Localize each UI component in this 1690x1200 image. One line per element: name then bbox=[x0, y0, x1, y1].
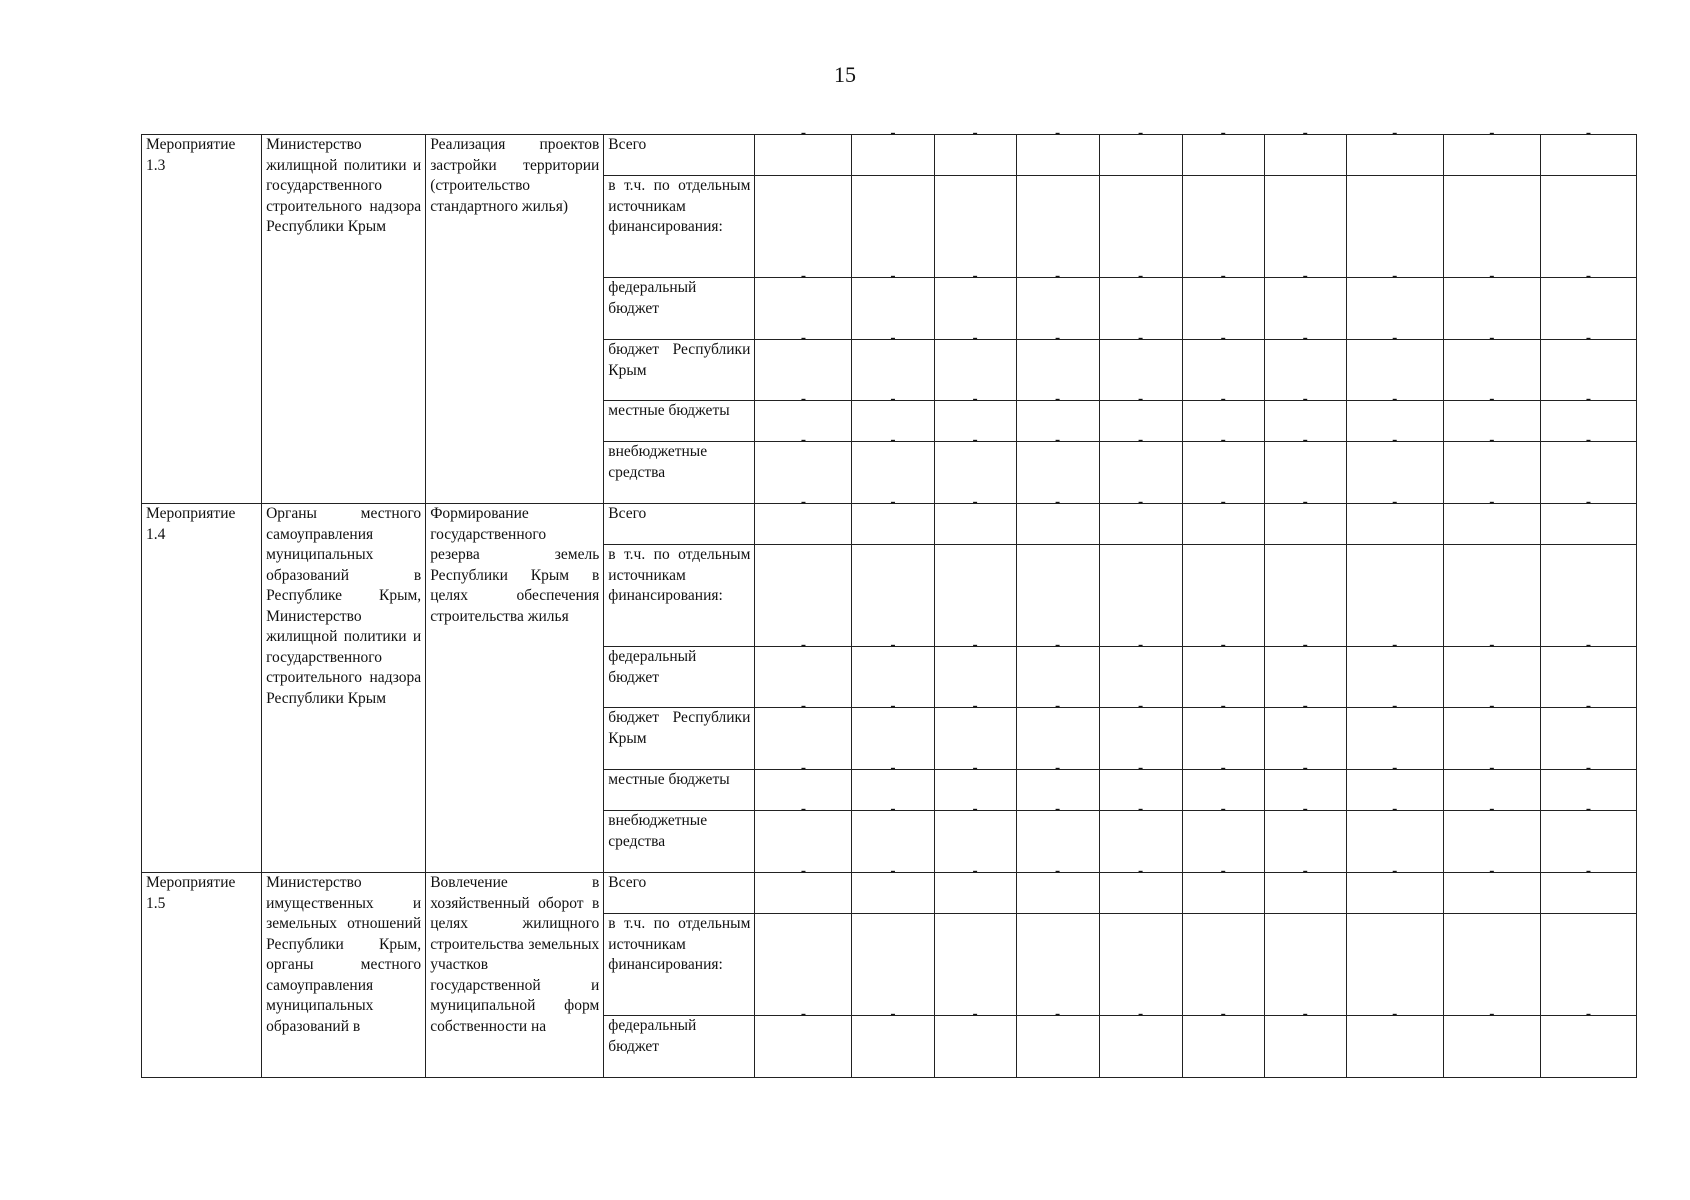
value-text: - bbox=[1220, 329, 1226, 346]
funding-source-label: в т.ч. по отдельным источникам финансирования: bbox=[604, 545, 755, 647]
value-text: - bbox=[1302, 636, 1308, 653]
value-text: - bbox=[1054, 636, 1061, 653]
value-text: - bbox=[972, 862, 978, 879]
value-text: - bbox=[890, 1005, 896, 1022]
funding-source-label: Всего bbox=[604, 873, 755, 914]
value-text: - bbox=[1138, 800, 1144, 817]
value-cell bbox=[1182, 1005, 1264, 1078]
event-cell: Мероприятие 1.3 bbox=[142, 135, 262, 504]
value-text: - bbox=[1054, 431, 1061, 448]
value-text: - bbox=[800, 267, 806, 284]
value-cell bbox=[1540, 124, 1636, 176]
value-text: - bbox=[1489, 431, 1495, 448]
value-text: - bbox=[1489, 1005, 1495, 1022]
value-text: - bbox=[800, 697, 806, 714]
value-text: - bbox=[1585, 431, 1592, 448]
value-cell bbox=[1346, 176, 1443, 278]
budget-table bbox=[141, 124, 1637, 1078]
value-text: - bbox=[1489, 862, 1495, 879]
value-cell bbox=[1346, 862, 1443, 914]
value-cell bbox=[934, 176, 1016, 278]
value-cell bbox=[1016, 545, 1099, 647]
funding-source-label: федеральный бюджет bbox=[604, 278, 755, 340]
value-text: - bbox=[1054, 1005, 1061, 1022]
value-text: - bbox=[1138, 697, 1144, 714]
executor-cell: Министерство имущественных и земельных отношений Республики Крым, органы местного самоуправления муниципальных образований в bbox=[262, 873, 426, 1078]
value-text: - bbox=[1392, 759, 1398, 776]
value-cell bbox=[1099, 493, 1182, 545]
value-text: - bbox=[972, 697, 978, 714]
value-cell bbox=[852, 1005, 934, 1078]
value-text: - bbox=[1392, 124, 1398, 141]
value-cell bbox=[1264, 545, 1346, 647]
value-cell bbox=[1182, 914, 1264, 1016]
value-cell bbox=[934, 493, 1016, 545]
value-text: - bbox=[800, 431, 806, 448]
value-text: - bbox=[890, 493, 896, 510]
value-cell bbox=[1016, 176, 1099, 278]
value-text: - bbox=[1489, 636, 1495, 653]
value-text: - bbox=[972, 329, 978, 346]
value-text: - bbox=[1054, 390, 1061, 407]
value-cell bbox=[1182, 545, 1264, 647]
value-text: - bbox=[1138, 636, 1144, 653]
value-text: - bbox=[800, 493, 806, 510]
value-text: - bbox=[1220, 800, 1226, 817]
funding-source-label: бюджет Республики Крым bbox=[604, 340, 755, 401]
value-text: - bbox=[972, 431, 978, 448]
value-text: - bbox=[890, 697, 896, 714]
value-text: - bbox=[1138, 390, 1144, 407]
value-cell bbox=[1443, 862, 1540, 914]
value-cell bbox=[755, 862, 852, 914]
value-cell bbox=[1443, 124, 1540, 176]
value-text: - bbox=[972, 1005, 978, 1022]
value-text: - bbox=[1489, 390, 1495, 407]
value-text: - bbox=[890, 431, 896, 448]
value-cell bbox=[934, 545, 1016, 647]
value-text: - bbox=[800, 862, 806, 879]
funding-source-label: Всего bbox=[604, 135, 755, 176]
value-cell bbox=[1016, 1005, 1099, 1078]
value-cell bbox=[1540, 545, 1636, 647]
value-text: - bbox=[1138, 493, 1144, 510]
value-cell bbox=[1443, 1005, 1540, 1078]
value-text: - bbox=[800, 329, 806, 346]
value-cell bbox=[1016, 493, 1099, 545]
value-text: - bbox=[1585, 862, 1592, 879]
value-text: - bbox=[1585, 800, 1592, 817]
value-cell bbox=[1016, 914, 1099, 1016]
value-text: - bbox=[972, 800, 978, 817]
value-text: - bbox=[1392, 390, 1398, 407]
value-text: - bbox=[1392, 1005, 1398, 1022]
value-text: - bbox=[800, 800, 806, 817]
value-cell bbox=[1443, 176, 1540, 278]
value-cell bbox=[755, 493, 852, 545]
value-text: - bbox=[1054, 124, 1061, 141]
value-text: - bbox=[1489, 697, 1495, 714]
funding-source-label: в т.ч. по отдельным источникам финансирования: bbox=[604, 914, 755, 1016]
value-text: - bbox=[972, 493, 978, 510]
value-text: - bbox=[1585, 329, 1592, 346]
value-text: - bbox=[1220, 431, 1226, 448]
value-cell bbox=[1099, 1005, 1182, 1078]
value-text: - bbox=[1054, 759, 1061, 776]
value-text: - bbox=[1302, 1005, 1308, 1022]
value-cell bbox=[1099, 124, 1182, 176]
value-text: - bbox=[1220, 697, 1226, 714]
value-text: - bbox=[1302, 267, 1308, 284]
value-cell bbox=[1182, 124, 1264, 176]
value-cell bbox=[1182, 493, 1264, 545]
value-text: - bbox=[1489, 493, 1495, 510]
table-row bbox=[142, 135, 1637, 176]
value-cell bbox=[1099, 914, 1182, 1016]
value-text: - bbox=[1585, 124, 1592, 141]
value-text: - bbox=[890, 267, 896, 284]
value-text: - bbox=[1585, 759, 1592, 776]
value-text: - bbox=[1138, 124, 1144, 141]
event-cell: Мероприятие 1.4 bbox=[142, 504, 262, 873]
value-text: - bbox=[1302, 493, 1308, 510]
value-cell bbox=[755, 124, 852, 176]
value-text: - bbox=[1302, 431, 1308, 448]
value-text: - bbox=[1302, 329, 1308, 346]
value-text: - bbox=[1220, 267, 1226, 284]
value-cell bbox=[1099, 176, 1182, 278]
value-text: - bbox=[1220, 636, 1226, 653]
value-text: - bbox=[972, 636, 978, 653]
executor-cell: Министерство жилищной политики и государственного строительного надзора Республики Крым bbox=[262, 135, 426, 504]
value-text: - bbox=[800, 759, 806, 776]
value-cell bbox=[1016, 862, 1099, 914]
funding-source-label: внебюджетные средства bbox=[604, 811, 755, 873]
value-cell bbox=[1540, 493, 1636, 545]
value-cell bbox=[1264, 1005, 1346, 1078]
value-text: - bbox=[1054, 697, 1061, 714]
value-cell bbox=[1540, 862, 1636, 914]
value-text: - bbox=[972, 124, 978, 141]
value-text: - bbox=[1302, 124, 1308, 141]
value-cell bbox=[934, 1005, 1016, 1078]
value-text: - bbox=[890, 390, 896, 407]
value-text: - bbox=[1392, 862, 1398, 879]
value-text: - bbox=[800, 390, 806, 407]
value-cell bbox=[852, 914, 934, 1016]
value-text: - bbox=[1054, 493, 1061, 510]
value-text: - bbox=[1585, 493, 1592, 510]
value-cell bbox=[1099, 862, 1182, 914]
value-text: - bbox=[890, 759, 896, 776]
value-cell bbox=[1182, 862, 1264, 914]
funding-source-label: местные бюджеты bbox=[604, 401, 755, 442]
table-row bbox=[142, 504, 1637, 545]
value-cell bbox=[852, 176, 934, 278]
value-text: - bbox=[1138, 759, 1144, 776]
value-text: - bbox=[1392, 431, 1398, 448]
value-text: - bbox=[1392, 636, 1398, 653]
value-text: - bbox=[1489, 759, 1495, 776]
funding-source-label: бюджет Республики Крым bbox=[604, 708, 755, 770]
value-text: - bbox=[1489, 267, 1495, 284]
value-text: - bbox=[1138, 267, 1144, 284]
value-text: - bbox=[1302, 697, 1308, 714]
value-text: - bbox=[1220, 124, 1226, 141]
funding-source-label: Всего bbox=[604, 504, 755, 545]
value-cell bbox=[1443, 914, 1540, 1016]
value-text: - bbox=[1489, 329, 1495, 346]
value-cell bbox=[1443, 493, 1540, 545]
value-text: - bbox=[800, 636, 806, 653]
value-text: - bbox=[1220, 390, 1226, 407]
table-row bbox=[142, 873, 1637, 914]
funding-source-label: в т.ч. по отдельным источникам финансирования: bbox=[604, 176, 755, 278]
value-text: - bbox=[1054, 267, 1061, 284]
value-text: - bbox=[800, 124, 806, 141]
value-cell bbox=[755, 1005, 852, 1078]
value-text: - bbox=[890, 124, 896, 141]
value-text: - bbox=[1054, 862, 1061, 879]
value-text: - bbox=[1138, 329, 1144, 346]
value-text: - bbox=[890, 800, 896, 817]
value-text: - bbox=[1392, 697, 1398, 714]
value-cell bbox=[755, 545, 852, 647]
value-cell bbox=[1540, 176, 1636, 278]
page-number: 15 bbox=[834, 62, 856, 87]
executor-cell: Органы местного самоуправления муниципальных образований в Республике Крым, Министерство жилищной политики и государственного строительного надзора Республики Крым bbox=[262, 504, 426, 873]
value-text: - bbox=[1054, 329, 1061, 346]
value-cell bbox=[1346, 493, 1443, 545]
value-text: - bbox=[1585, 697, 1592, 714]
value-cell bbox=[1099, 545, 1182, 647]
value-text: - bbox=[1054, 800, 1061, 817]
value-text: - bbox=[972, 267, 978, 284]
funding-source-label: внебюджетные средства bbox=[604, 442, 755, 504]
description-cell: Реализация проектов застройки территории (строительство стандартного жилья) bbox=[426, 135, 604, 504]
value-text: - bbox=[1392, 800, 1398, 817]
value-text: - bbox=[1220, 1005, 1226, 1022]
value-text: - bbox=[1489, 124, 1495, 141]
value-text: - bbox=[1138, 1005, 1144, 1022]
value-cell bbox=[1264, 176, 1346, 278]
value-cell bbox=[1346, 1005, 1443, 1078]
value-cell bbox=[755, 914, 852, 1016]
value-text: - bbox=[890, 329, 896, 346]
value-text: - bbox=[1138, 431, 1144, 448]
value-cell bbox=[852, 124, 934, 176]
value-text: - bbox=[890, 862, 896, 879]
value-cell bbox=[934, 914, 1016, 1016]
value-text: - bbox=[1392, 493, 1398, 510]
value-text: - bbox=[1585, 267, 1592, 284]
funding-source-label: местные бюджеты bbox=[604, 770, 755, 811]
funding-source-label: федеральный бюджет bbox=[604, 1016, 755, 1078]
value-text: - bbox=[972, 759, 978, 776]
value-text: - bbox=[1302, 390, 1308, 407]
value-cell bbox=[1346, 124, 1443, 176]
value-text: - bbox=[1392, 329, 1398, 346]
value-text: - bbox=[1585, 636, 1592, 653]
value-text: - bbox=[1138, 862, 1144, 879]
event-cell: Мероприятие 1.5 bbox=[142, 873, 262, 1078]
value-cell bbox=[852, 862, 934, 914]
value-cell bbox=[934, 124, 1016, 176]
value-text: - bbox=[1220, 493, 1226, 510]
value-cell bbox=[1540, 914, 1636, 1016]
value-text: - bbox=[1585, 390, 1592, 407]
value-cell bbox=[755, 176, 852, 278]
value-cell bbox=[1016, 124, 1099, 176]
value-text: - bbox=[1302, 800, 1308, 817]
value-cell bbox=[852, 545, 934, 647]
value-cell bbox=[1264, 124, 1346, 176]
value-cell bbox=[852, 493, 934, 545]
value-cell bbox=[1264, 493, 1346, 545]
funding-source-label: федеральный бюджет bbox=[604, 647, 755, 708]
value-text: - bbox=[972, 390, 978, 407]
value-text: - bbox=[1585, 1005, 1592, 1022]
value-cell bbox=[1182, 176, 1264, 278]
value-text: - bbox=[1302, 862, 1308, 879]
value-text: - bbox=[800, 1005, 806, 1022]
value-text: - bbox=[1489, 800, 1495, 817]
value-text: - bbox=[1302, 759, 1308, 776]
value-text: - bbox=[1220, 862, 1226, 879]
description-cell: Вовлечение в хозяйственный оборот в целях жилищного строительства земельных участков государственной и муниципальной форм собственности на bbox=[426, 873, 604, 1078]
value-cell bbox=[1540, 1005, 1636, 1078]
value-text: - bbox=[1220, 759, 1226, 776]
value-cell bbox=[1264, 914, 1346, 1016]
value-text: - bbox=[890, 636, 896, 653]
value-cell bbox=[1346, 545, 1443, 647]
value-cell bbox=[1346, 914, 1443, 1016]
value-cell bbox=[1264, 862, 1346, 914]
value-text: - bbox=[1392, 267, 1398, 284]
description-cell: Формирование государственного резерва земель Республики Крым в целях обеспечения строительства жилья bbox=[426, 504, 604, 873]
value-cell bbox=[934, 862, 1016, 914]
value-cell bbox=[1443, 545, 1540, 647]
